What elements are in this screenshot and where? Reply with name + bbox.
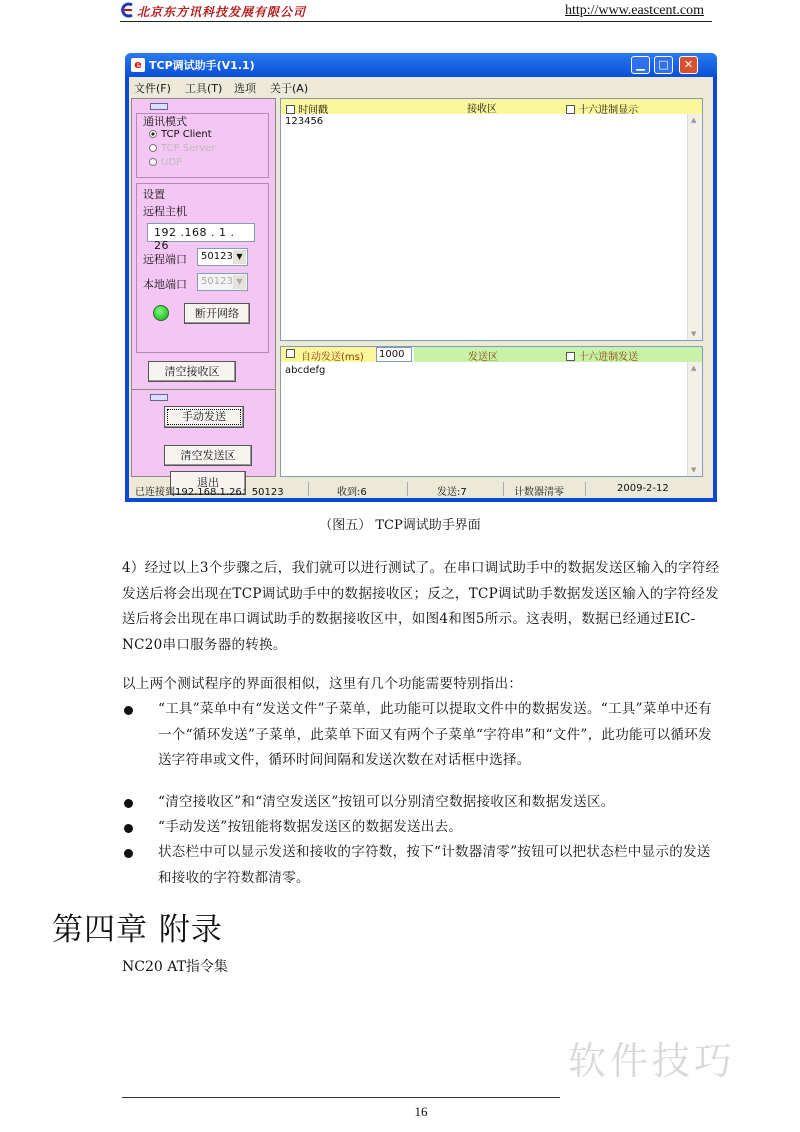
send-header-band bbox=[414, 347, 702, 362]
send-content: abcdefg bbox=[285, 365, 326, 376]
panel-divider bbox=[132, 389, 275, 390]
checkbox-icon bbox=[286, 349, 295, 358]
window-title: TCP调试助手(V1.1) bbox=[149, 59, 255, 72]
scroll-up-icon[interactable]: ▲ bbox=[691, 364, 697, 372]
comm-mode-group bbox=[136, 113, 269, 178]
minimize-button[interactable]: ▁ bbox=[631, 56, 650, 74]
footer-rule bbox=[122, 1097, 560, 1098]
paragraph-features-intro: 以上两个测试程序的界面很相似，这里有几个功能需要特别指出： bbox=[122, 676, 523, 692]
status-connection: 已连接到192.168.1.26：50123 bbox=[135, 487, 284, 498]
remote-host-label: 远程主机 bbox=[143, 205, 187, 218]
paragraph-test-steps: 4）经过以上3个步骤之后，我们就可以进行测试了。在串口调试助手中的数据发送区输入的字符经发送后将会出现在TCP调试助手中的数据接收区；反之，TCP调试助手数据发送区输入的字符经发送后将会出现在串口调试助手的数据接收区中，如图4和图5所示。这表明，数据已经通过EIC-NC20串口服务器的转换。 bbox=[122, 560, 720, 653]
window-client bbox=[129, 77, 713, 498]
settings-title: 设置 bbox=[143, 188, 165, 201]
checkbox-icon bbox=[566, 352, 575, 361]
status-date: 2009-2-12 bbox=[617, 483, 669, 494]
window-titlebar[interactable] bbox=[125, 53, 717, 77]
radio-icon bbox=[149, 158, 157, 166]
watermark: 软件技巧 bbox=[568, 1039, 737, 1083]
send-scrollbar[interactable] bbox=[687, 362, 702, 476]
tcp-debug-window bbox=[125, 53, 717, 502]
status-separator bbox=[407, 482, 408, 496]
send-area-label: 发送区 bbox=[468, 352, 498, 363]
receive-content: 123456 bbox=[285, 116, 324, 127]
radio-icon bbox=[149, 144, 157, 152]
local-port-combo[interactable] bbox=[197, 273, 248, 291]
send-area[interactable] bbox=[280, 346, 703, 477]
menu-bar bbox=[129, 77, 713, 96]
bullet-icon bbox=[124, 799, 133, 808]
app-icon: e bbox=[131, 58, 145, 72]
menu-tools[interactable]: 工具(T) bbox=[185, 82, 223, 95]
menu-about[interactable]: 关于(A) bbox=[270, 82, 309, 95]
settings-group bbox=[136, 183, 269, 353]
bullet-icon bbox=[124, 849, 133, 858]
clear-rx-button[interactable]: 清空接收区 bbox=[148, 361, 236, 382]
comm-mode-title: 通讯模式 bbox=[143, 115, 187, 128]
receive-area-label: 接收区 bbox=[467, 104, 497, 115]
figure-caption: （图五） TCP调试助手界面 bbox=[319, 518, 481, 533]
close-button[interactable]: ✕ bbox=[679, 56, 698, 74]
chevron-down-icon[interactable]: ▼ bbox=[233, 250, 246, 264]
local-port-label: 本地端口 bbox=[143, 278, 187, 291]
status-separator bbox=[308, 482, 309, 496]
bullet-item: “工具”菜单中有“发送文件”子菜单，此功能可以提取文件中的数据发送。“工具”菜单中还有一个“循环发送”子菜单，此菜单下面又有两个子菜单“字符串”和“文件”，此功能可以循环发送字符串或文件，循环时间间隔和发送次数在对话框中选择。 bbox=[158, 701, 712, 768]
send-toolbar bbox=[281, 347, 702, 362]
remote-port-value: 50123 bbox=[201, 251, 233, 262]
bullet-icon bbox=[124, 706, 133, 715]
status-separator bbox=[503, 482, 504, 496]
radio-selected-icon bbox=[149, 130, 157, 138]
receive-toolbar bbox=[281, 99, 702, 114]
auto-send-checkbox[interactable]: 自动发送(ms) bbox=[281, 347, 376, 362]
status-received: 收到:6 bbox=[337, 487, 367, 498]
section-subheading: NC20 AT指令集 bbox=[122, 959, 228, 975]
bullet-item: “清空接收区”和“清空发送区”按钮可以分别清空数据接收区和数据发送区。 bbox=[158, 794, 615, 810]
exit-button[interactable]: 退出 bbox=[170, 471, 246, 495]
panel-grip-icon bbox=[150, 394, 168, 401]
company-logo bbox=[120, 2, 134, 18]
radio-udp[interactable]: UDP bbox=[149, 157, 182, 168]
receive-area[interactable] bbox=[280, 98, 703, 341]
counter-reset-button[interactable]: 计数器清零 bbox=[514, 487, 564, 498]
page-number: 16 bbox=[414, 1104, 428, 1119]
scroll-down-icon[interactable]: ▼ bbox=[691, 330, 697, 338]
scroll-up-icon[interactable]: ▲ bbox=[691, 116, 697, 124]
bullet-icon bbox=[124, 824, 133, 833]
control-panel bbox=[131, 98, 276, 489]
checkbox-icon bbox=[286, 105, 295, 114]
timestamp-checkbox[interactable]: 时间戳 bbox=[286, 101, 328, 116]
clear-tx-button[interactable]: 清空发送区 bbox=[164, 445, 252, 466]
chevron-down-icon[interactable]: ▼ bbox=[233, 275, 246, 289]
interval-input[interactable]: 1000 bbox=[376, 347, 412, 362]
scroll-down-icon[interactable]: ▼ bbox=[691, 466, 697, 474]
hex-display-checkbox[interactable]: 十六进制显示 bbox=[566, 101, 638, 116]
page-header bbox=[120, 0, 712, 22]
bullet-item: 状态栏中可以显示发送和接收的字符数，按下“计数器清零”按钮可以把状态栏中显示的发送和接收的字符数都清零。 bbox=[158, 844, 711, 886]
remote-port-label: 远程端口 bbox=[143, 253, 187, 266]
status-sent: 发送:7 bbox=[437, 487, 467, 498]
chapter-title: 第四章 附录 bbox=[52, 912, 223, 948]
receive-scrollbar[interactable] bbox=[687, 114, 702, 340]
hex-send-checkbox[interactable]: 十六进制发送 bbox=[566, 348, 638, 363]
manual-send-button[interactable]: 手动发送 bbox=[164, 406, 244, 428]
remote-host-input[interactable]: 192 .168 . 1 . 26 bbox=[147, 223, 255, 242]
company-url[interactable]: http://www.eastcent.com bbox=[564, 3, 704, 18]
disconnect-button[interactable]: 断开网络 bbox=[184, 303, 250, 324]
radio-tcp-client[interactable]: TCP Client bbox=[149, 129, 212, 140]
radio-tcp-server[interactable]: TCP Server bbox=[149, 143, 216, 154]
status-separator bbox=[585, 482, 586, 496]
company-name: 北京东方讯科技发展有限公司 bbox=[137, 5, 307, 19]
status-bar bbox=[129, 480, 713, 498]
connection-status-led bbox=[153, 305, 169, 321]
menu-file[interactable]: 文件(F) bbox=[134, 82, 171, 95]
menu-options[interactable]: 选项 bbox=[234, 82, 256, 95]
maximize-button[interactable]: □ bbox=[654, 56, 673, 74]
remote-port-combo[interactable] bbox=[197, 248, 248, 266]
local-port-value: 50123 bbox=[201, 276, 233, 287]
panel-grip-icon bbox=[150, 103, 168, 110]
bullet-item: “手动发送”按钮能将数据发送区的数据发送出去。 bbox=[158, 819, 463, 835]
checkbox-icon bbox=[566, 105, 575, 114]
